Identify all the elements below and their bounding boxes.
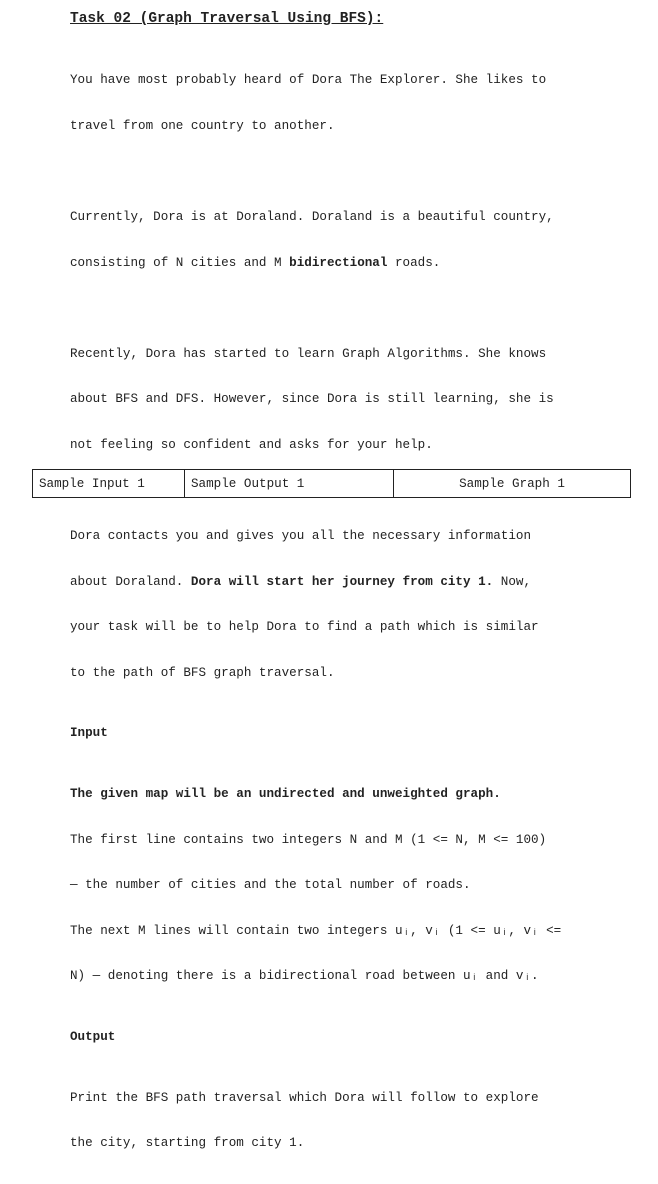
output-line: Print the BFS path traversal which Dora will follow to explore <box>70 1090 539 1105</box>
intro-paragraph <box>70 43 610 165</box>
samples-table <box>32 469 631 498</box>
input-line: The first line contains two integers N and M (1 <= N, M <= 100) <box>70 832 547 847</box>
task-line <box>70 575 610 590</box>
bold-text: The given map will be an undirected and unweighted graph. <box>70 786 501 801</box>
algorithms-paragraph <box>70 316 610 483</box>
algorithms-line: Recently, Dora has started to learn Graph Algorithms. She knows <box>70 346 547 361</box>
bold-text: bidirectional <box>289 255 388 270</box>
text-run: about Doraland. <box>70 574 191 589</box>
input-bold-line <box>70 787 610 802</box>
task-line: your task will be to help Dora to find a path which is similar <box>70 620 539 635</box>
algorithms-line: not feeling so confident and asks for your help. <box>70 437 433 452</box>
task-line: Dora contacts you and gives you all the necessary information <box>70 528 532 543</box>
sample-input-header: Sample Input 1 <box>33 470 185 498</box>
output-line: the city, starting from city 1. <box>70 1136 305 1151</box>
task-line: to the path of BFS graph traversal. <box>70 665 335 680</box>
task-document <box>70 10 610 1184</box>
doraland-line <box>70 256 610 271</box>
text-run: consisting of N cities and M <box>70 255 290 270</box>
sample-output-header: Sample Output 1 <box>185 470 394 498</box>
input-section <box>70 757 610 1015</box>
input-line: N) — denoting there is a bidirectional road between uᵢ and vᵢ. <box>70 969 539 984</box>
sample-graph-header: Sample Graph 1 <box>394 470 631 498</box>
input-line: — the number of cities and the total number of roads. <box>70 878 471 893</box>
output-section <box>70 1060 610 1182</box>
doraland-paragraph <box>70 180 610 302</box>
input-line: The next M lines will contain two integers uᵢ, vᵢ (1 <= uᵢ, vᵢ <= <box>70 923 562 938</box>
input-heading: Input <box>70 726 108 741</box>
intro-line: You have most probably heard of Dora The Explorer. She likes to <box>70 73 547 88</box>
text-run: roads. <box>387 255 441 270</box>
algorithms-line: about BFS and DFS. However, since Dora is still learning, she is <box>70 392 554 407</box>
text-run: Now, <box>493 574 532 589</box>
task-paragraph <box>70 498 610 711</box>
bold-text: Dora will start her journey from city 1. <box>190 574 494 589</box>
doraland-line: Currently, Dora is at Doraland. Doraland is a beautiful country, <box>70 210 554 225</box>
table-row <box>33 470 631 498</box>
intro-line: travel from one country to another. <box>70 119 335 134</box>
task-title: Task 02 (Graph Traversal Using BFS): <box>70 11 384 27</box>
output-heading: Output <box>70 1029 116 1044</box>
